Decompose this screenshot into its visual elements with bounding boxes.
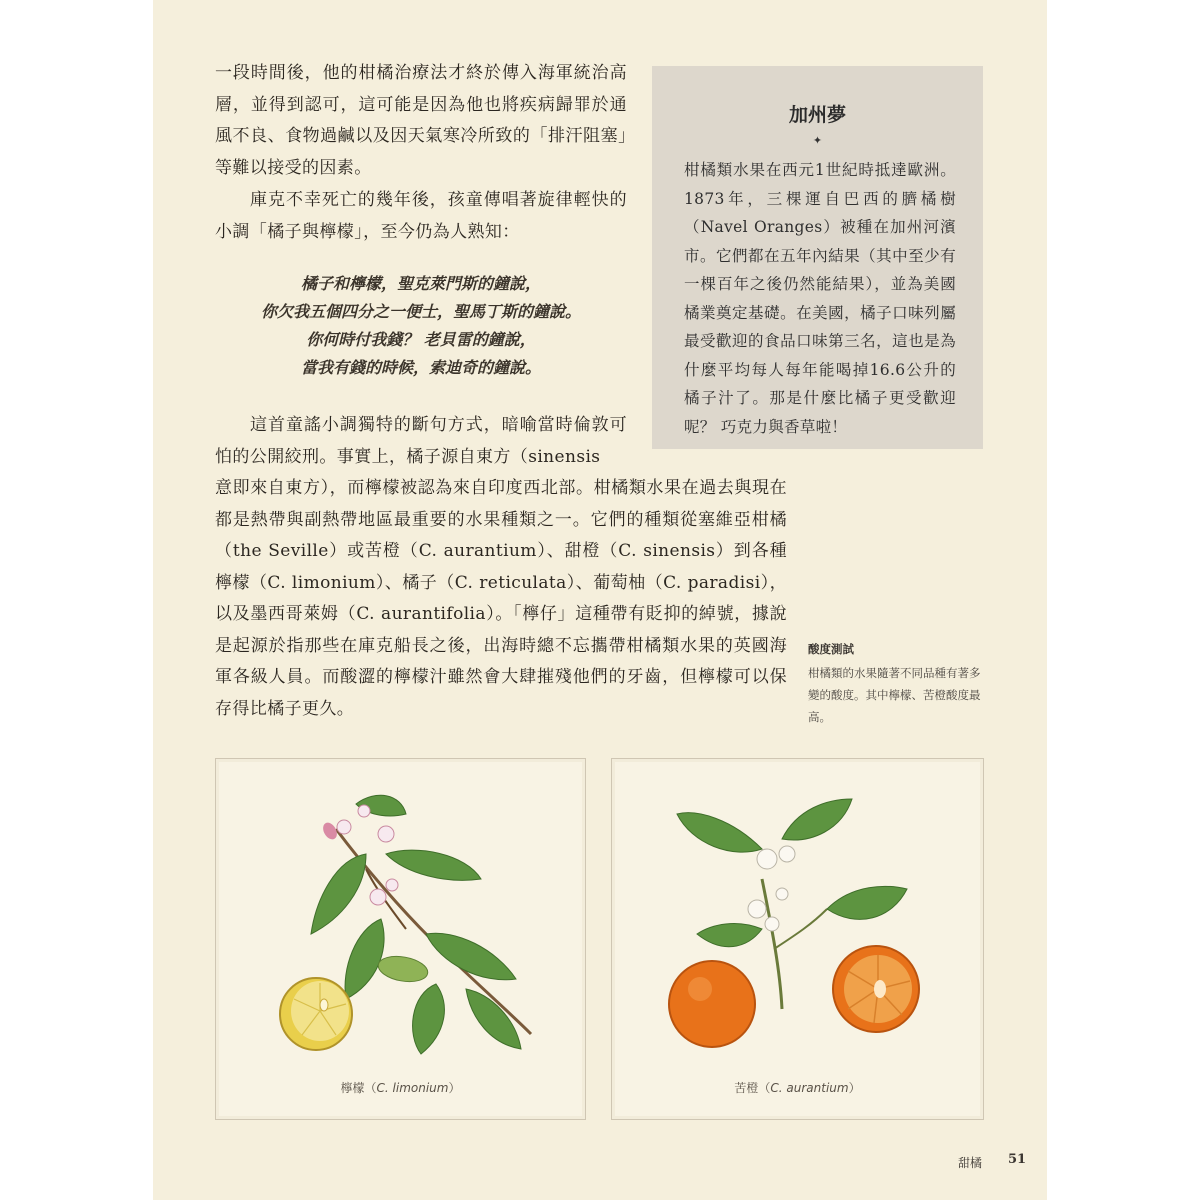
caption-text: 柑橘類的水果隨著不同品種有著多變的酸度。其中檸檬、苦橙酸度最高。: [808, 666, 981, 724]
lemon-name: 檸檬: [340, 1081, 365, 1095]
lemon-paren-open: （: [364, 1081, 377, 1095]
paragraph-2: [215, 185, 627, 248]
lemon-branch-illustration: [216, 759, 587, 1069]
nursery-rhyme: [215, 270, 627, 382]
paragraph-3-continued-text: 意即來自東方），而檸檬被認為來自印度西北部。柑橘類水果在過去與現在都是熱帶與副熱帶地區最重要的水果種類之一。它們的種類從塞維亞柑橘（the Seville）或苦橙（C. aurantium）、甜橙（C. sinensis）到各種檸檬（C. limonium）、橘子（C. reticulata）、葡萄柚（C. paradisi），以及墨西哥萊姆（C. aurantifolia）。「檸仔」這種帶有貶抑的綽號，據說是起源於指那些在庫克船長之後，出海時總不忘攜帶柑橘類水果的英國海軍各級人員。而酸澀的檸檬汁雖然會大肆摧殘他們的牙齒，但檸檬可以保存得比橘子更久。: [215, 478, 787, 719]
caption-title: 酸度測試: [808, 642, 854, 656]
lemon-caption: [216, 1079, 585, 1096]
sidebar-text: 柑橘類水果在西元1世紀時抵達歐洲。1873年，三棵運自巴西的臍橘樹（Navel Oranges）被種在加州河濱市。它們都在五年內結果（其中至少有一棵百年之後仍然能結果），並為美國橘業奠定基礎。在美國，橘子口味列屬最受歡迎的食品口味第三名，這也是為什麼平均每人每年能喝掉16.6公升的橘子汁了。那是什麼比橘子更受歡迎呢？ 巧克力與香草啦！: [684, 161, 956, 436]
lemon-paren-close: ）: [448, 1081, 461, 1095]
running-footer-label: 甜橘: [958, 1156, 983, 1170]
paragraph-1: [215, 58, 627, 184]
bitter-orange-caption: [612, 1079, 983, 1096]
bitter-orange-name: 苦橙: [734, 1081, 759, 1095]
bitter-orange-paren-open: （: [758, 1081, 771, 1095]
paragraph-3-continued: [215, 473, 787, 725]
lemon-latin-name: C. limonium: [376, 1081, 449, 1095]
verse-line-1: 橘子和檸檬，聖克萊門斯的鐘說，: [300, 274, 541, 293]
paragraph-3-start-text: 這首童謠小調獨特的斷句方式，暗喻當時倫敦可怕的公開絞刑。事實上，橘子源自東方（sinensis: [215, 415, 627, 467]
verse-line-4: 當我有錢的時候，索迪奇的鐘說。: [300, 358, 541, 377]
page-number: 51: [1008, 1152, 1027, 1167]
bitter-orange-plate: [611, 758, 984, 1120]
ornament-icon: ✦: [812, 134, 823, 147]
paragraph-1-text: 一段時間後，他的柑橘治療法才終於傳入海軍統治高層，並得到認可，這可能是因為他也將疾病歸罪於通風不良、食物過鹹以及因天氣寒冷所致的「排汗阻塞」等難以接受的因素。: [215, 63, 627, 178]
bitter-orange-paren-close: ）: [848, 1081, 861, 1095]
sidebar-title: 加州夢: [788, 104, 846, 126]
paragraph-2-text: 庫克不幸死亡的幾年後，孩童傳唱著旋律輕快的小調「橘子與檸檬」，至今仍為人熟知：: [215, 190, 627, 242]
lemon-plate: [215, 758, 586, 1120]
bitter-orange-branch-illustration: [612, 759, 985, 1069]
verse-line-3: 你何時付我錢？ 老貝雷的鐘說，: [306, 330, 536, 349]
verse-line-2: 你欠我五個四分之一便士，聖馬丁斯的鐘說。: [260, 302, 581, 321]
paragraph-3-start: [215, 410, 627, 473]
bitter-orange-latin-name: C. aurantium: [770, 1081, 849, 1095]
